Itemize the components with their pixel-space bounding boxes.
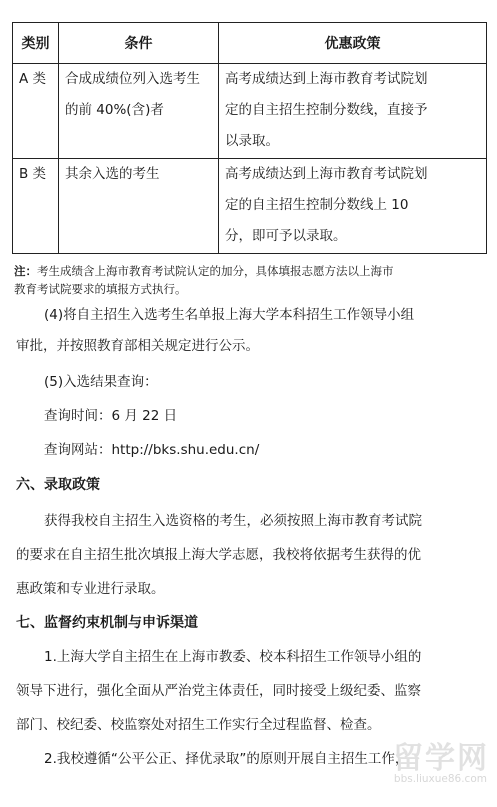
condition-line: 合成成绩位列入选考生: [65, 71, 200, 87]
row-type: A 类: [13, 64, 59, 159]
note-line-1: [14, 262, 486, 280]
table-row: [13, 64, 487, 159]
section-7-item-1-line-3: 部门、校纪委、校监察处对招生工作实行全过程监督、检查。: [16, 717, 381, 733]
row-condition: [59, 64, 219, 159]
policy-line: 分，即可予以录取。: [225, 228, 347, 244]
header-policy: 优惠政策: [219, 23, 487, 64]
section-7-item-2-line-1: 2.我校遵循“公平公正、择优录取”的原则开展自主招生工作，: [44, 751, 409, 767]
policy-line: 高考成绩达到上海市教育考试院划: [225, 166, 428, 182]
policy-line: 高考成绩达到上海市教育考试院划: [225, 71, 428, 87]
section-7-item-1-line-1: 1.上海大学自主招生在上海市教委、校本科招生工作领导小组的: [44, 649, 422, 665]
row-type: B 类: [13, 159, 59, 254]
query-time: 查询时间：6 月 22 日: [44, 408, 178, 424]
row-condition: [59, 159, 219, 254]
condition-line: 的前 40%(含)者: [65, 102, 164, 118]
section-6-line-1: 获得我校自主招生入选资格的考生，必须按照上海市教育考试院: [44, 513, 422, 529]
section-6-line-2: 的要求在自主招生批次填报上海大学志愿，我校将依据考生获得的优: [16, 547, 421, 563]
header-condition: 条件: [59, 23, 219, 64]
paragraph-line: (4)将自主招生入选考生名单报上海大学本科招生工作领导小组: [44, 307, 415, 323]
watermark-url: bbs.liuxue86.com: [393, 773, 487, 785]
header-category: 类别: [13, 23, 59, 64]
table-header-row: [13, 23, 487, 64]
section-6-heading: 六、录取政策: [16, 477, 100, 493]
section-6-line-3: 惠政策和专业进行录取。: [16, 581, 165, 597]
paragraph-4-cont: [16, 331, 484, 362]
paragraph-5: (5)入选结果查询：: [44, 374, 158, 390]
table-row: [13, 159, 487, 254]
row-policy: [219, 64, 487, 159]
section-7-item-1-line-2: 领导下进行，强化全面从严治党主体责任，同时接受上级纪委、监察: [16, 683, 421, 699]
policy-line: 以录取。: [225, 133, 279, 149]
policy-table: [12, 22, 487, 254]
watermark-logo-text: 留学网: [393, 741, 489, 776]
paragraph-4: [16, 300, 484, 331]
paragraph-line: 审批，并按照教育部相关规定进行公示。: [16, 338, 259, 354]
condition-line: 其余入选的考生: [65, 166, 160, 182]
note-text-2: 教育考试院要求的填报方式执行。: [14, 282, 187, 296]
query-site: 查询网站：http://bks.shu.edu.cn/: [44, 442, 260, 458]
policy-line: 定的自主招生控制分数线上 10: [225, 197, 409, 213]
table-note: [14, 262, 486, 298]
note-text-1: 考生成绩含上海市教育考试院认定的加分，具体填报志愿方法以上海市: [37, 264, 394, 278]
policy-line: 定的自主招生控制分数线，直接予: [225, 102, 428, 118]
row-policy: [219, 159, 487, 254]
section-7-heading: 七、监督约束机制与申诉渠道: [16, 615, 198, 631]
note-label: 注：: [14, 264, 37, 278]
